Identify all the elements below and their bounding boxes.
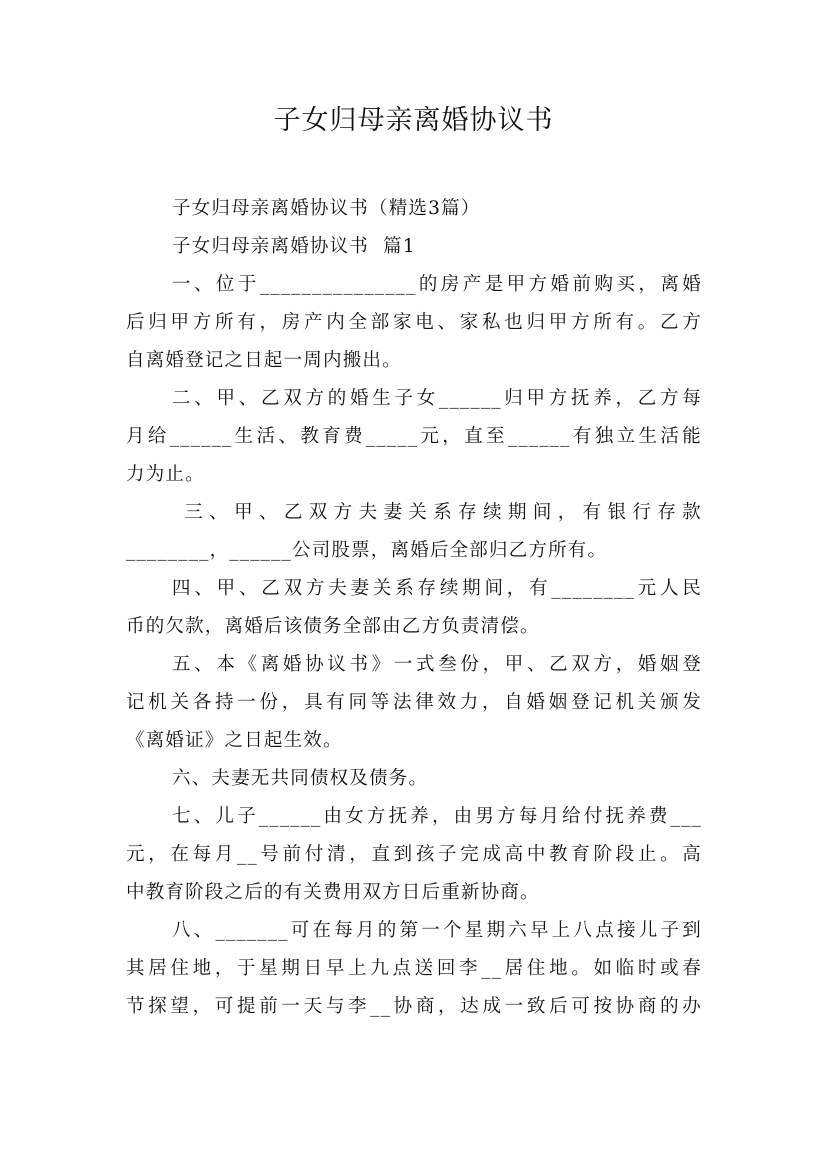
clause-2-line-1: 二、甲、乙双方的婚生子女______归甲方抚养，乙方每 — [172, 388, 702, 409]
clause-5-line-1: 五、本《离婚协议书》一式叁份，甲、乙双方，婚姻登 — [172, 654, 702, 675]
document-body — [126, 190, 702, 1026]
clause-2-line-2: 月给______生活、教育费_____元，直至______有独立生活能 — [126, 426, 702, 447]
clause-1-line-1: 一、位于_______________的房产是甲方婚前购买，离婚 — [172, 274, 702, 295]
clause-3-line-2: ________，______公司股票，离婚后全部归乙方所有。 — [126, 540, 608, 561]
clause-2-line-3: 力为止。 — [126, 464, 205, 485]
section-heading: 子女归母亲离婚协议书 篇1 — [172, 236, 416, 257]
clause-4-line-2: 币的欠款，离婚后该债务全部由乙方负责清偿。 — [126, 616, 540, 637]
clause-5-line-3: 《离婚证》之日起生效。 — [126, 730, 343, 751]
clause-8-line-3: 节探望，可提前一天与李__协商，达成一致后可按协商的办 — [126, 996, 702, 1017]
clause-7-line-1: 七、儿子______由女方抚养，由男方每月给付抚养费___ — [172, 806, 702, 827]
clause-8-line-2: 其居住地，于星期日早上九点送回李__居住地。如临时或春 — [126, 958, 702, 979]
clause-8-line-1: 八、_______可在每月的第一个星期六早上八点接儿子到 — [172, 920, 702, 941]
clause-1-line-3: 自离婚登记之日起一周内搬出。 — [126, 350, 402, 371]
clause-7-line-2: 元，在每月__号前付清，直到孩子完成高中教育阶段止。高 — [126, 844, 702, 865]
intro-line: 子女归母亲离婚协议书（精选3篇） — [172, 198, 481, 219]
clause-1-line-2: 后归甲方所有，房产内全部家电、家私也归甲方所有。乙方 — [126, 312, 702, 333]
clause-4-line-1: 四、甲、乙双方夫妻关系存续期间，有________元人民 — [172, 578, 702, 599]
clause-5-line-2: 记机关各持一份，具有同等法律效力，自婚姻登记机关颁发 — [126, 692, 702, 713]
clause-7-line-3: 中教育阶段之后的有关费用双方日后重新协商。 — [126, 882, 540, 903]
clause-3-line-1: 三、甲、乙双方夫妻关系存续期间，有银行存款 — [172, 502, 702, 523]
clause-6-line-1: 六、夫妻无共同债权及债务。 — [172, 768, 429, 789]
document-title: 子女归母亲离婚协议书 — [273, 105, 554, 136]
